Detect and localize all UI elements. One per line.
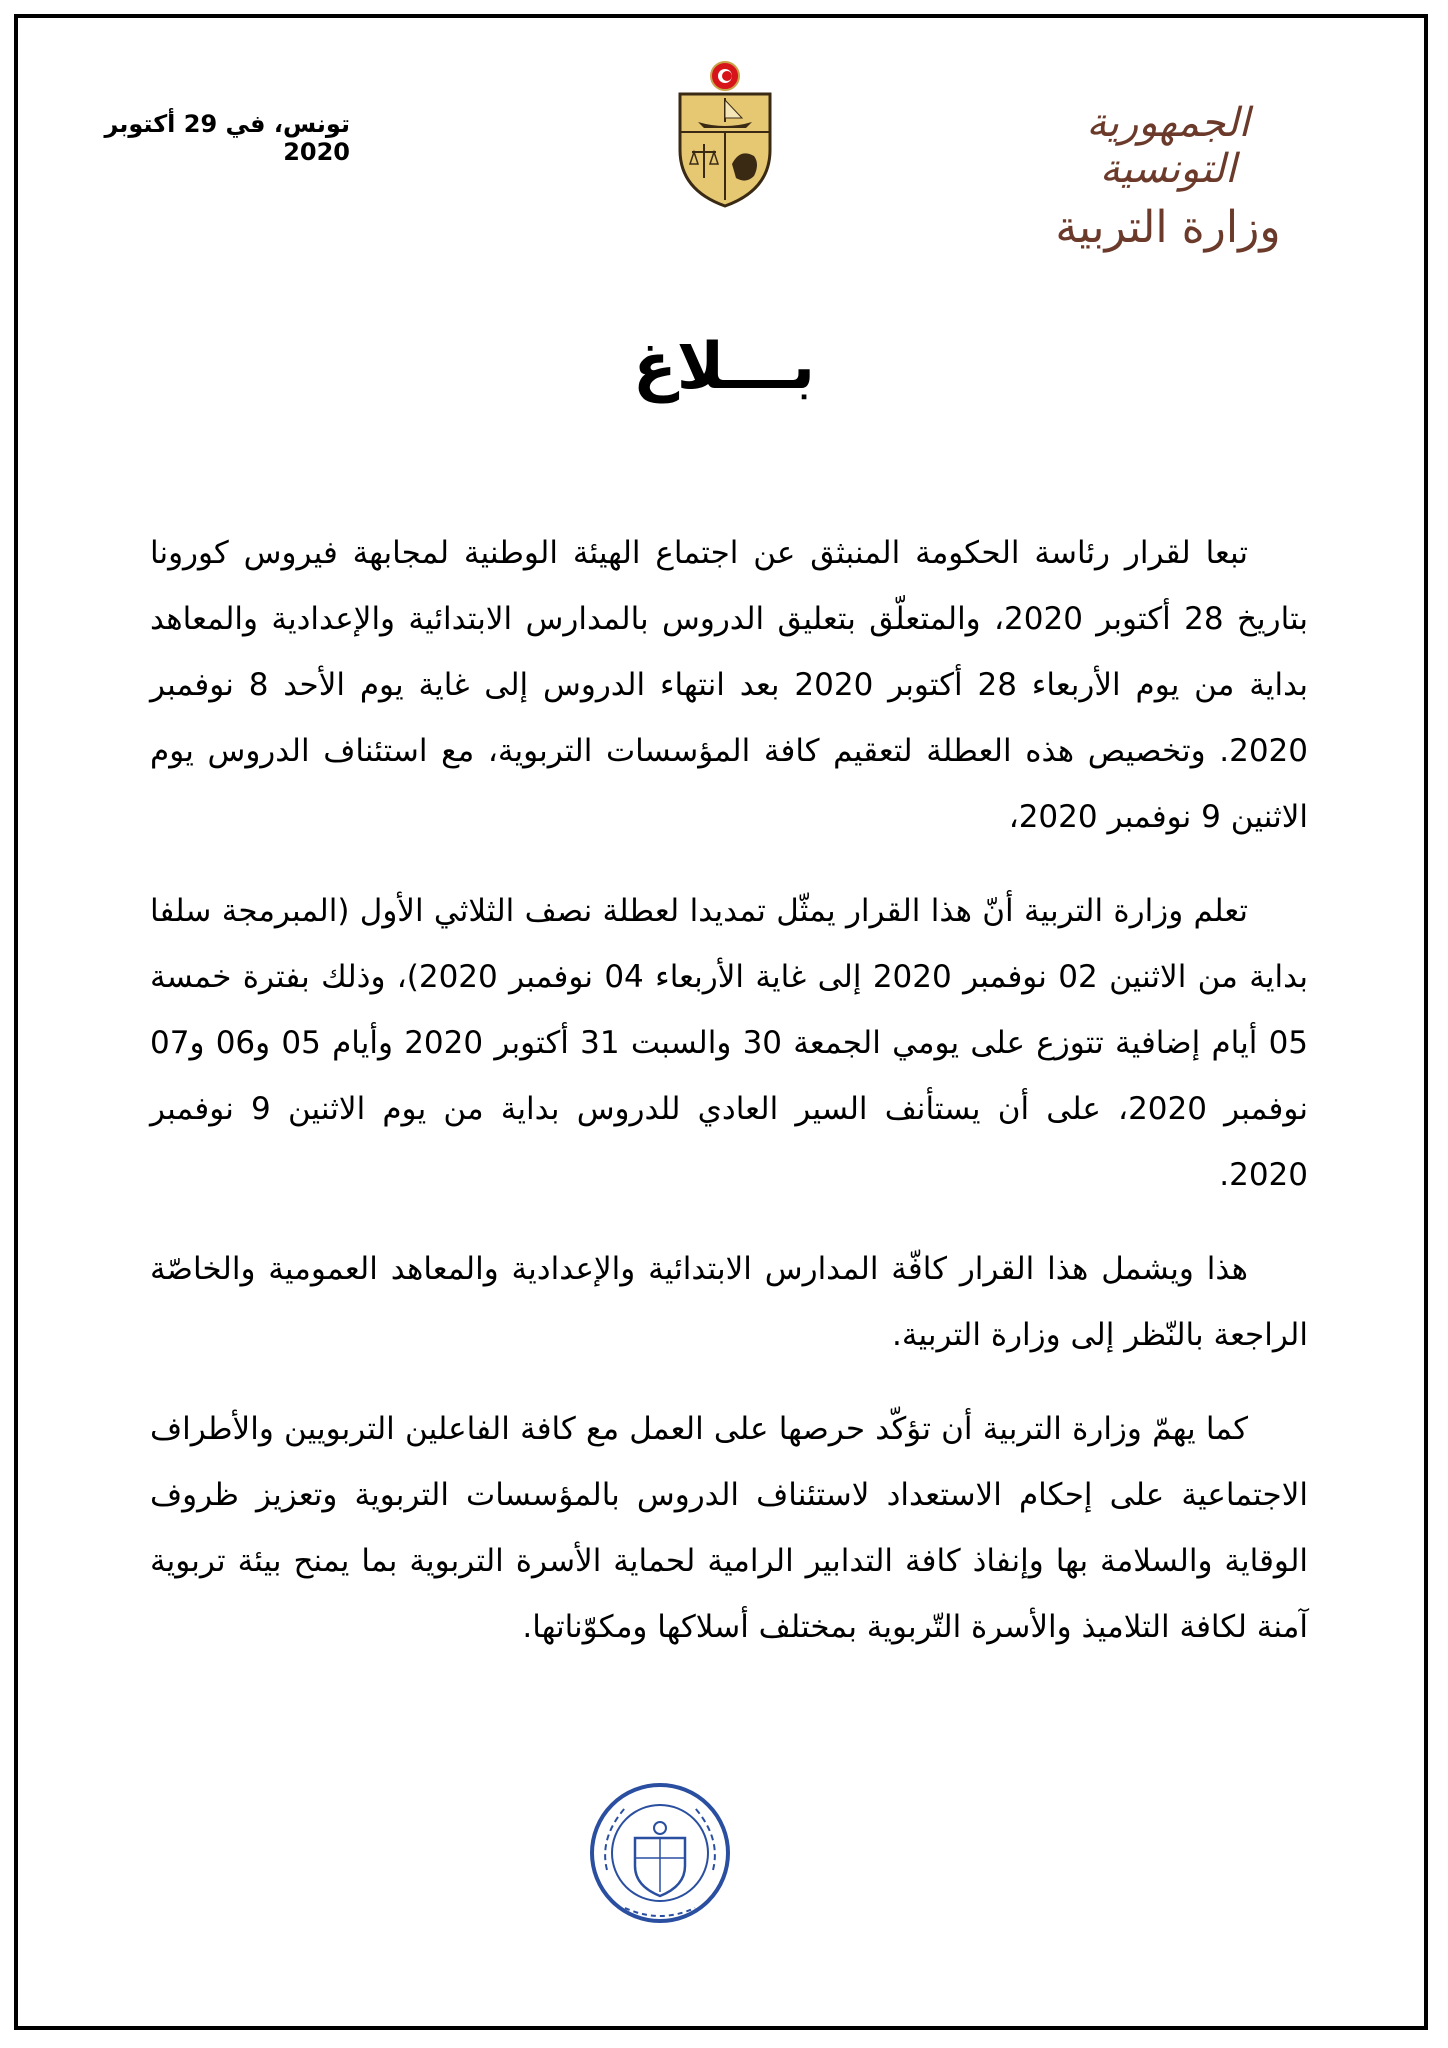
communique-body (150, 520, 1308, 1688)
republic-logo-text: الجمهورية التونسية (1086, 100, 1250, 192)
place-date: تونس، في 29 أكتوبر 2020 (104, 110, 350, 166)
paragraph-3: هذا ويشمل هذا القرار كافّة المدارس الابتدائية والإعدادية والمعاهد العمومية والخاصّة الراجعة بالنّظر إلى وزارة التربية. (150, 1251, 1308, 1353)
paragraph-1: تبعا لقرار رئاسة الحكومة المنبثق عن اجتماع الهيئة الوطنية لمجابهة فيروس كورونا بتاريخ 28 أكتوبر 2020، والمتعلّق بتعليق الدروس بالمدارس الابتدائية والإعدادية والمعاهد بداية من يوم الأربعاء 28 أكتوبر 2020 بعد انتهاء الدروس إلى غاية يوم الأحد 8 نوفمبر 2020. وتخصيص هذه العطلة لتعقيم كافة المؤسسات التربوية، مع استئناف الدروس يوم الاثنين 9 نوفمبر 2020، (150, 535, 1308, 835)
document-title: بـــلاغ (633, 330, 815, 404)
tunisia-coat-of-arms-icon (670, 60, 780, 210)
paragraph-2: تعلم وزارة التربية أنّ هذا القرار يمثّل تمديدا لعطلة نصف الثلاثي الأول (المبرمجة سلفا بداية من الاثنين 02 نوفمبر 2020 إلى غاية الأربعاء 04 نوفمبر 2020)، وذلك بفترة خمسة 05 أيام إضافية تتوزع على يومي الجمعة 30 والسبت 31 أكتوبر 2020 وأيام 05 و06 و07 نوفمبر 2020، على أن يستأنف السير العادي للدروس بداية من يوم الاثنين 9 نوفمبر 2020. (150, 893, 1309, 1193)
ministry-logo-block (1038, 100, 1298, 253)
paragraph-4: كما يهمّ وزارة التربية أن تؤكّد حرصها على العمل مع كافة الفاعلين التربويين والأطراف الاجتماعية على إحكام الاستعداد لاستئناف الدروس بالمؤسسات التربوية وتعزيز ظروف الوقاية والسلامة بها وإنفاذ كافة التدابير الرامية لحماية الأسرة التربوية بما يمنح بيئة تربوية آمنة لكافة التلاميذ والأسرة التّربوية بمختلف أسلاكها ومكوّناتها. (150, 1411, 1308, 1645)
official-stamp-icon (585, 1778, 735, 1928)
ministry-logo-text: وزارة التربية (1055, 202, 1281, 253)
